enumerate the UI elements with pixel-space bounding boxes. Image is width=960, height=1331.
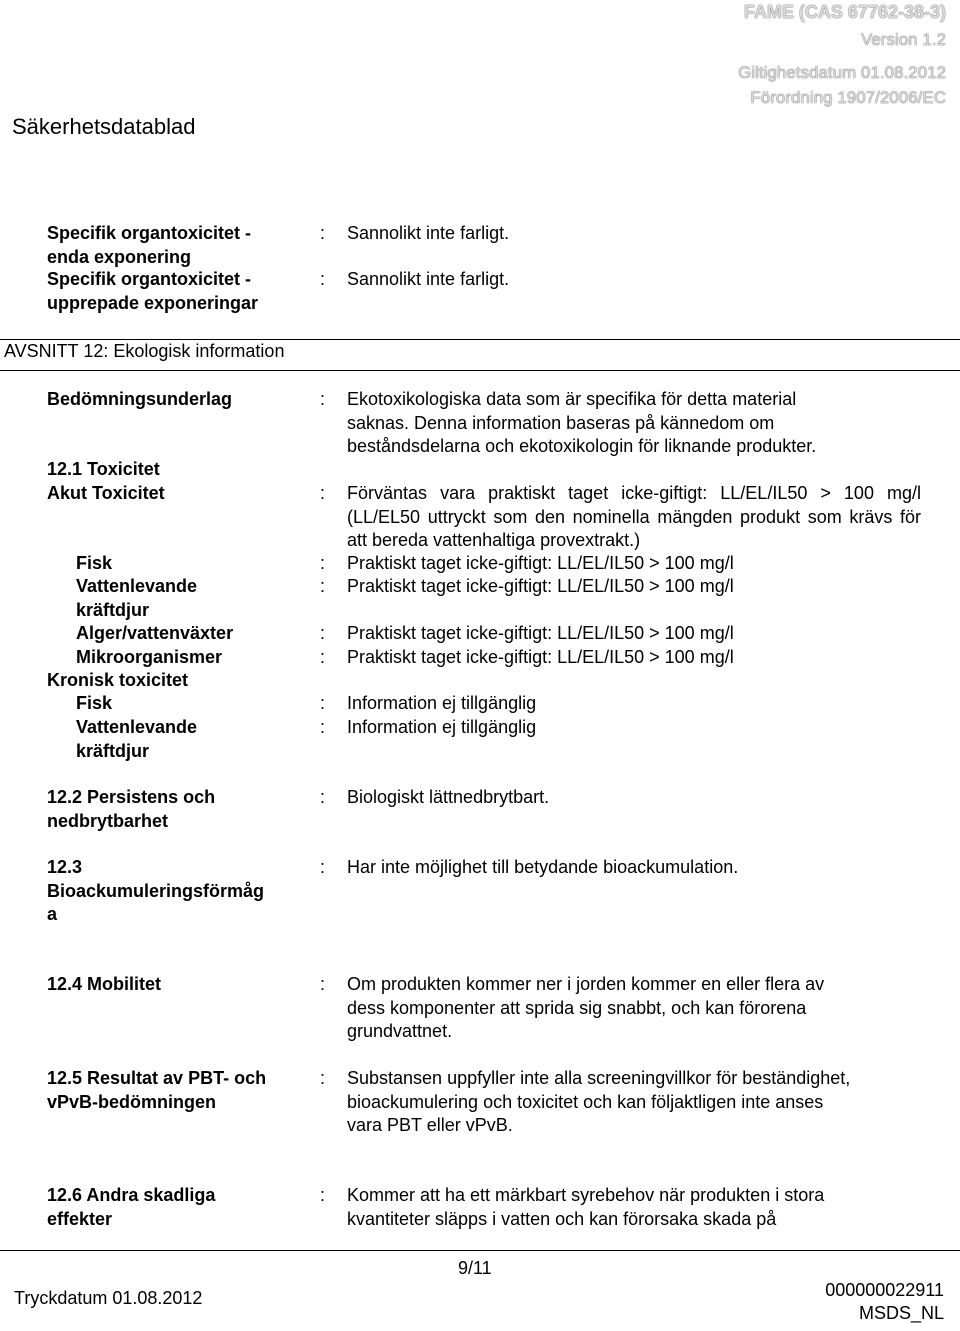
- label-line: Vattenlevande: [76, 717, 198, 737]
- label-line: nedbrytbarhet: [47, 810, 169, 831]
- label-line: 12.5 Resultat av PBT- och: [47, 1068, 267, 1088]
- document-title: Säkerhetsdatablad: [12, 114, 196, 139]
- toxicity-heading: 12.1 Toxicitet: [47, 459, 160, 479]
- assessment-basis-value: [347, 388, 816, 459]
- value-line: grundvattnet.: [347, 1021, 453, 1041]
- colon: :: [320, 223, 326, 243]
- stot-single-value: Sannolikt inte farligt.: [347, 223, 510, 243]
- colon: :: [320, 576, 326, 596]
- assessment-basis-label: Bedömningsunderlag: [47, 389, 233, 409]
- label-line: upprepade exponeringar: [47, 292, 259, 313]
- document-code: MSDS_NL: [858, 1303, 944, 1323]
- value-line: vara PBT eller vPvB.: [347, 1115, 513, 1135]
- validity-date: Giltighetsdatum 01.08.2012: [738, 63, 946, 82]
- label-line: 12.3: [47, 857, 83, 877]
- chronic-fish-value: Information ej tillgänglig: [347, 693, 537, 713]
- colon: :: [320, 1185, 326, 1205]
- regulation-label: Förordning 1907/2006/EC: [750, 88, 946, 107]
- value-line: beståndsdelarna och ekotoxikologin för liknande produkter.: [347, 436, 817, 456]
- acute-microorganisms-label: Mikroorganismer: [76, 647, 223, 667]
- label-line: Specifik organtoxicitet -: [47, 269, 252, 289]
- label-line: a: [47, 904, 58, 924]
- acute-fish-value: Praktiskt taget icke-giftigt: LL/EL/IL50 > 100 mg/l: [347, 553, 734, 573]
- acute-microorganisms-value: Praktiskt taget icke-giftigt: LL/EL/IL50 > 100 mg/l: [347, 647, 734, 667]
- print-date: Tryckdatum 01.08.2012: [14, 1288, 203, 1308]
- label-line: Specifik organtoxicitet -: [47, 223, 252, 243]
- colon: :: [320, 1068, 326, 1088]
- colon: :: [320, 693, 326, 713]
- mobility-label: 12.4 Mobilitet: [47, 974, 162, 994]
- persistence-value: Biologiskt lättnedbrytbart.: [347, 787, 550, 807]
- footer-rule: [0, 1250, 960, 1251]
- stot-single-label: [47, 222, 251, 269]
- product-name: FAME (CAS 67762-38-3): [743, 2, 946, 22]
- label-line: effekter: [47, 1208, 113, 1229]
- acute-algae-value: Praktiskt taget icke-giftigt: LL/EL/IL50 > 100 mg/l: [347, 623, 734, 643]
- value-line: kvantiteter släpps i vatten och kan förorsaka skada på: [347, 1208, 777, 1229]
- value-line: bioackumulering och toxicitet och kan följaktligen inte anses: [347, 1091, 824, 1112]
- section-title: AVSNITT 12: Ekologisk information: [4, 341, 285, 361]
- chronic-toxicity-heading: Kronisk toxicitet: [47, 670, 189, 690]
- colon: :: [320, 787, 326, 807]
- colon: :: [320, 483, 326, 503]
- colon: :: [320, 389, 326, 409]
- colon: :: [320, 269, 326, 289]
- label-line: enda exponering: [47, 246, 192, 267]
- label-line: vPvB-bedömningen: [47, 1091, 217, 1112]
- acute-fish-label: Fisk: [76, 553, 113, 573]
- other-effects-label: [47, 1184, 215, 1231]
- pbt-label: [47, 1067, 266, 1114]
- value-line: saknas. Denna information baseras på kännedom om: [347, 412, 775, 433]
- colon: :: [320, 857, 326, 877]
- bioaccumulation-label: [47, 856, 264, 927]
- document-number: 000000022911: [825, 1280, 944, 1300]
- page-number: 9/11: [458, 1258, 492, 1278]
- colon: :: [320, 974, 326, 994]
- chronic-fish-label: Fisk: [76, 693, 113, 713]
- persistence-label: [47, 786, 215, 833]
- colon: :: [320, 717, 326, 737]
- acute-crustacea-label: [76, 575, 197, 622]
- acute-algae-label: Alger/vattenväxter: [76, 623, 234, 643]
- value-line: Kommer att ha ett märkbart syrebehov när produkten i stora: [347, 1185, 825, 1205]
- value-line: Om produkten kommer ner i jorden kommer en eller flera av: [347, 974, 825, 994]
- label-line: kräftdjur: [76, 740, 150, 761]
- stot-repeated-value: Sannolikt inte farligt.: [347, 269, 510, 289]
- section-rule-bottom: [0, 370, 960, 371]
- colon: :: [320, 553, 326, 573]
- colon: :: [320, 647, 326, 667]
- acute-crustacea-value: Praktiskt taget icke-giftigt: LL/EL/IL50 > 100 mg/l: [347, 576, 734, 596]
- label-line: 12.2 Persistens och: [47, 787, 216, 807]
- bioaccumulation-value: Har inte möjlighet till betydande bioackumulation.: [347, 857, 739, 877]
- label-line: Bioackumuleringsförmåg: [47, 880, 265, 901]
- label-line: Vattenlevande: [76, 576, 198, 596]
- acute-toxicity-label: Akut Toxicitet: [47, 483, 165, 503]
- value-line: Ekotoxikologiska data som är specifika för detta material: [347, 389, 797, 409]
- mobility-value: [347, 973, 824, 1044]
- label-line: 12.6 Andra skadliga: [47, 1185, 216, 1205]
- value-line: Substansen uppfyller inte alla screeningvillkor för beständighet,: [347, 1068, 851, 1088]
- colon: :: [320, 623, 326, 643]
- stot-repeated-label: [47, 268, 258, 315]
- acute-toxicity-value: Förväntas vara praktiskt taget icke-giftigt: LL/EL/IL50 > 100 mg/l (LL/EL50 uttryckt som den nominella mängden produkt som krävs för att bereda vattenhaltiga provextrakt.): [347, 483, 921, 550]
- chronic-crustacea-label: [76, 716, 197, 763]
- label-line: kräftdjur: [76, 599, 150, 620]
- pbt-value: [347, 1067, 850, 1138]
- other-effects-value: [347, 1184, 824, 1231]
- version-label: Version 1.2: [860, 30, 946, 49]
- section-rule-top: [0, 339, 960, 340]
- chronic-crustacea-value: Information ej tillgänglig: [347, 717, 537, 737]
- value-line: dess komponenter att sprida sig snabbt, och kan förorena: [347, 997, 807, 1018]
